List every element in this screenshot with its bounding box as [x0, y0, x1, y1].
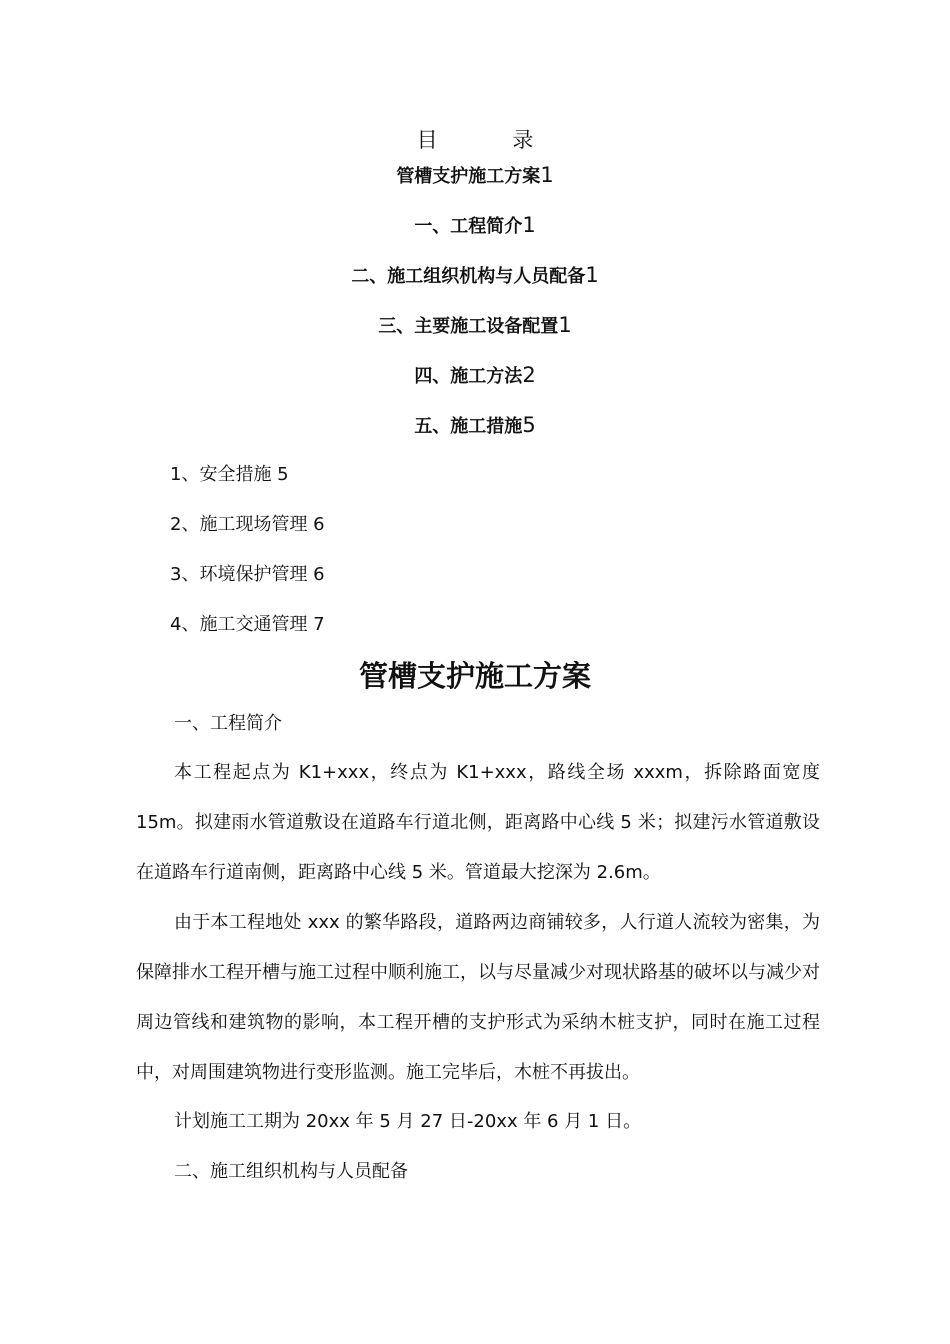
toc-title: 目 录: [416, 128, 568, 152]
body-paragraphs: [136, 748, 820, 1098]
toc-entry-page: 1: [540, 163, 554, 187]
section-heading: 一、工程简介: [174, 713, 282, 734]
toc-sub-entry[interactable]: 2、施工现场管理 6: [170, 514, 325, 535]
toc-entry[interactable]: [0, 162, 950, 190]
toc-entry-page: 1: [585, 263, 599, 287]
toc-entry[interactable]: [0, 412, 950, 440]
schedule-line: 计划施工工期为 20xx 年 5 月 27 日-20xx 年 6 月 1 日。: [174, 1111, 642, 1132]
toc-entry-page: 1: [522, 213, 536, 237]
toc-entry-label: 二、施工组织机构与人员配备: [351, 266, 586, 287]
toc-entry-page: 2: [522, 363, 536, 387]
toc-entry-page: 5: [522, 413, 536, 437]
toc-entry[interactable]: [0, 212, 950, 240]
paragraph: 由于本工程地处 xxx 的繁华路段，道路两边商铺较多，人行道人流较为密集，为保障排水工程开槽与施工过程中顺利施工，以与尽量减少对现状路基的破坏以与减少对周边管线和建筑物的影响，本工程开槽的支护形式为采纳木桩支护，同时在施工过程中，对周围建筑物进行变形监测。施工完毕后，木桩不再拔出。: [136, 912, 820, 1083]
toc-entry[interactable]: [0, 262, 950, 290]
toc-entry-label: 一、工程简介: [414, 216, 523, 237]
toc-sub-entry[interactable]: 1、安全措施 5: [170, 464, 289, 485]
section-heading: 二、施工组织机构与人员配备: [174, 1161, 408, 1182]
toc-sub-entry[interactable]: 4、施工交通管理 7: [170, 614, 325, 635]
document-title: 管槽支护施工方案: [358, 659, 591, 693]
toc-entry-label: 四、施工方法: [414, 366, 523, 387]
toc-entry[interactable]: [0, 312, 950, 340]
toc-entry[interactable]: [0, 362, 950, 390]
toc-sub-entry[interactable]: 3、环境保护管理 6: [170, 564, 325, 585]
toc-entry-label: 三、主要施工设备配置: [378, 316, 559, 337]
paragraph: 本工程起点为 K1+xxx，终点为 K1+xxx，路线全场 xxxm，拆除路面宽度 15m。拟建雨水管道敷设在道路车行道北侧，距离路中心线 5 米；拟建污水管道敷设在道路车行道南侧，距离路中心线 5 米。管道最大挖深为 2.6m。: [136, 762, 820, 883]
toc-entry-label: 管槽支护施工方案: [396, 166, 541, 187]
toc-entry-label: 五、施工措施: [414, 416, 523, 437]
toc-entry-page: 1: [558, 313, 572, 337]
